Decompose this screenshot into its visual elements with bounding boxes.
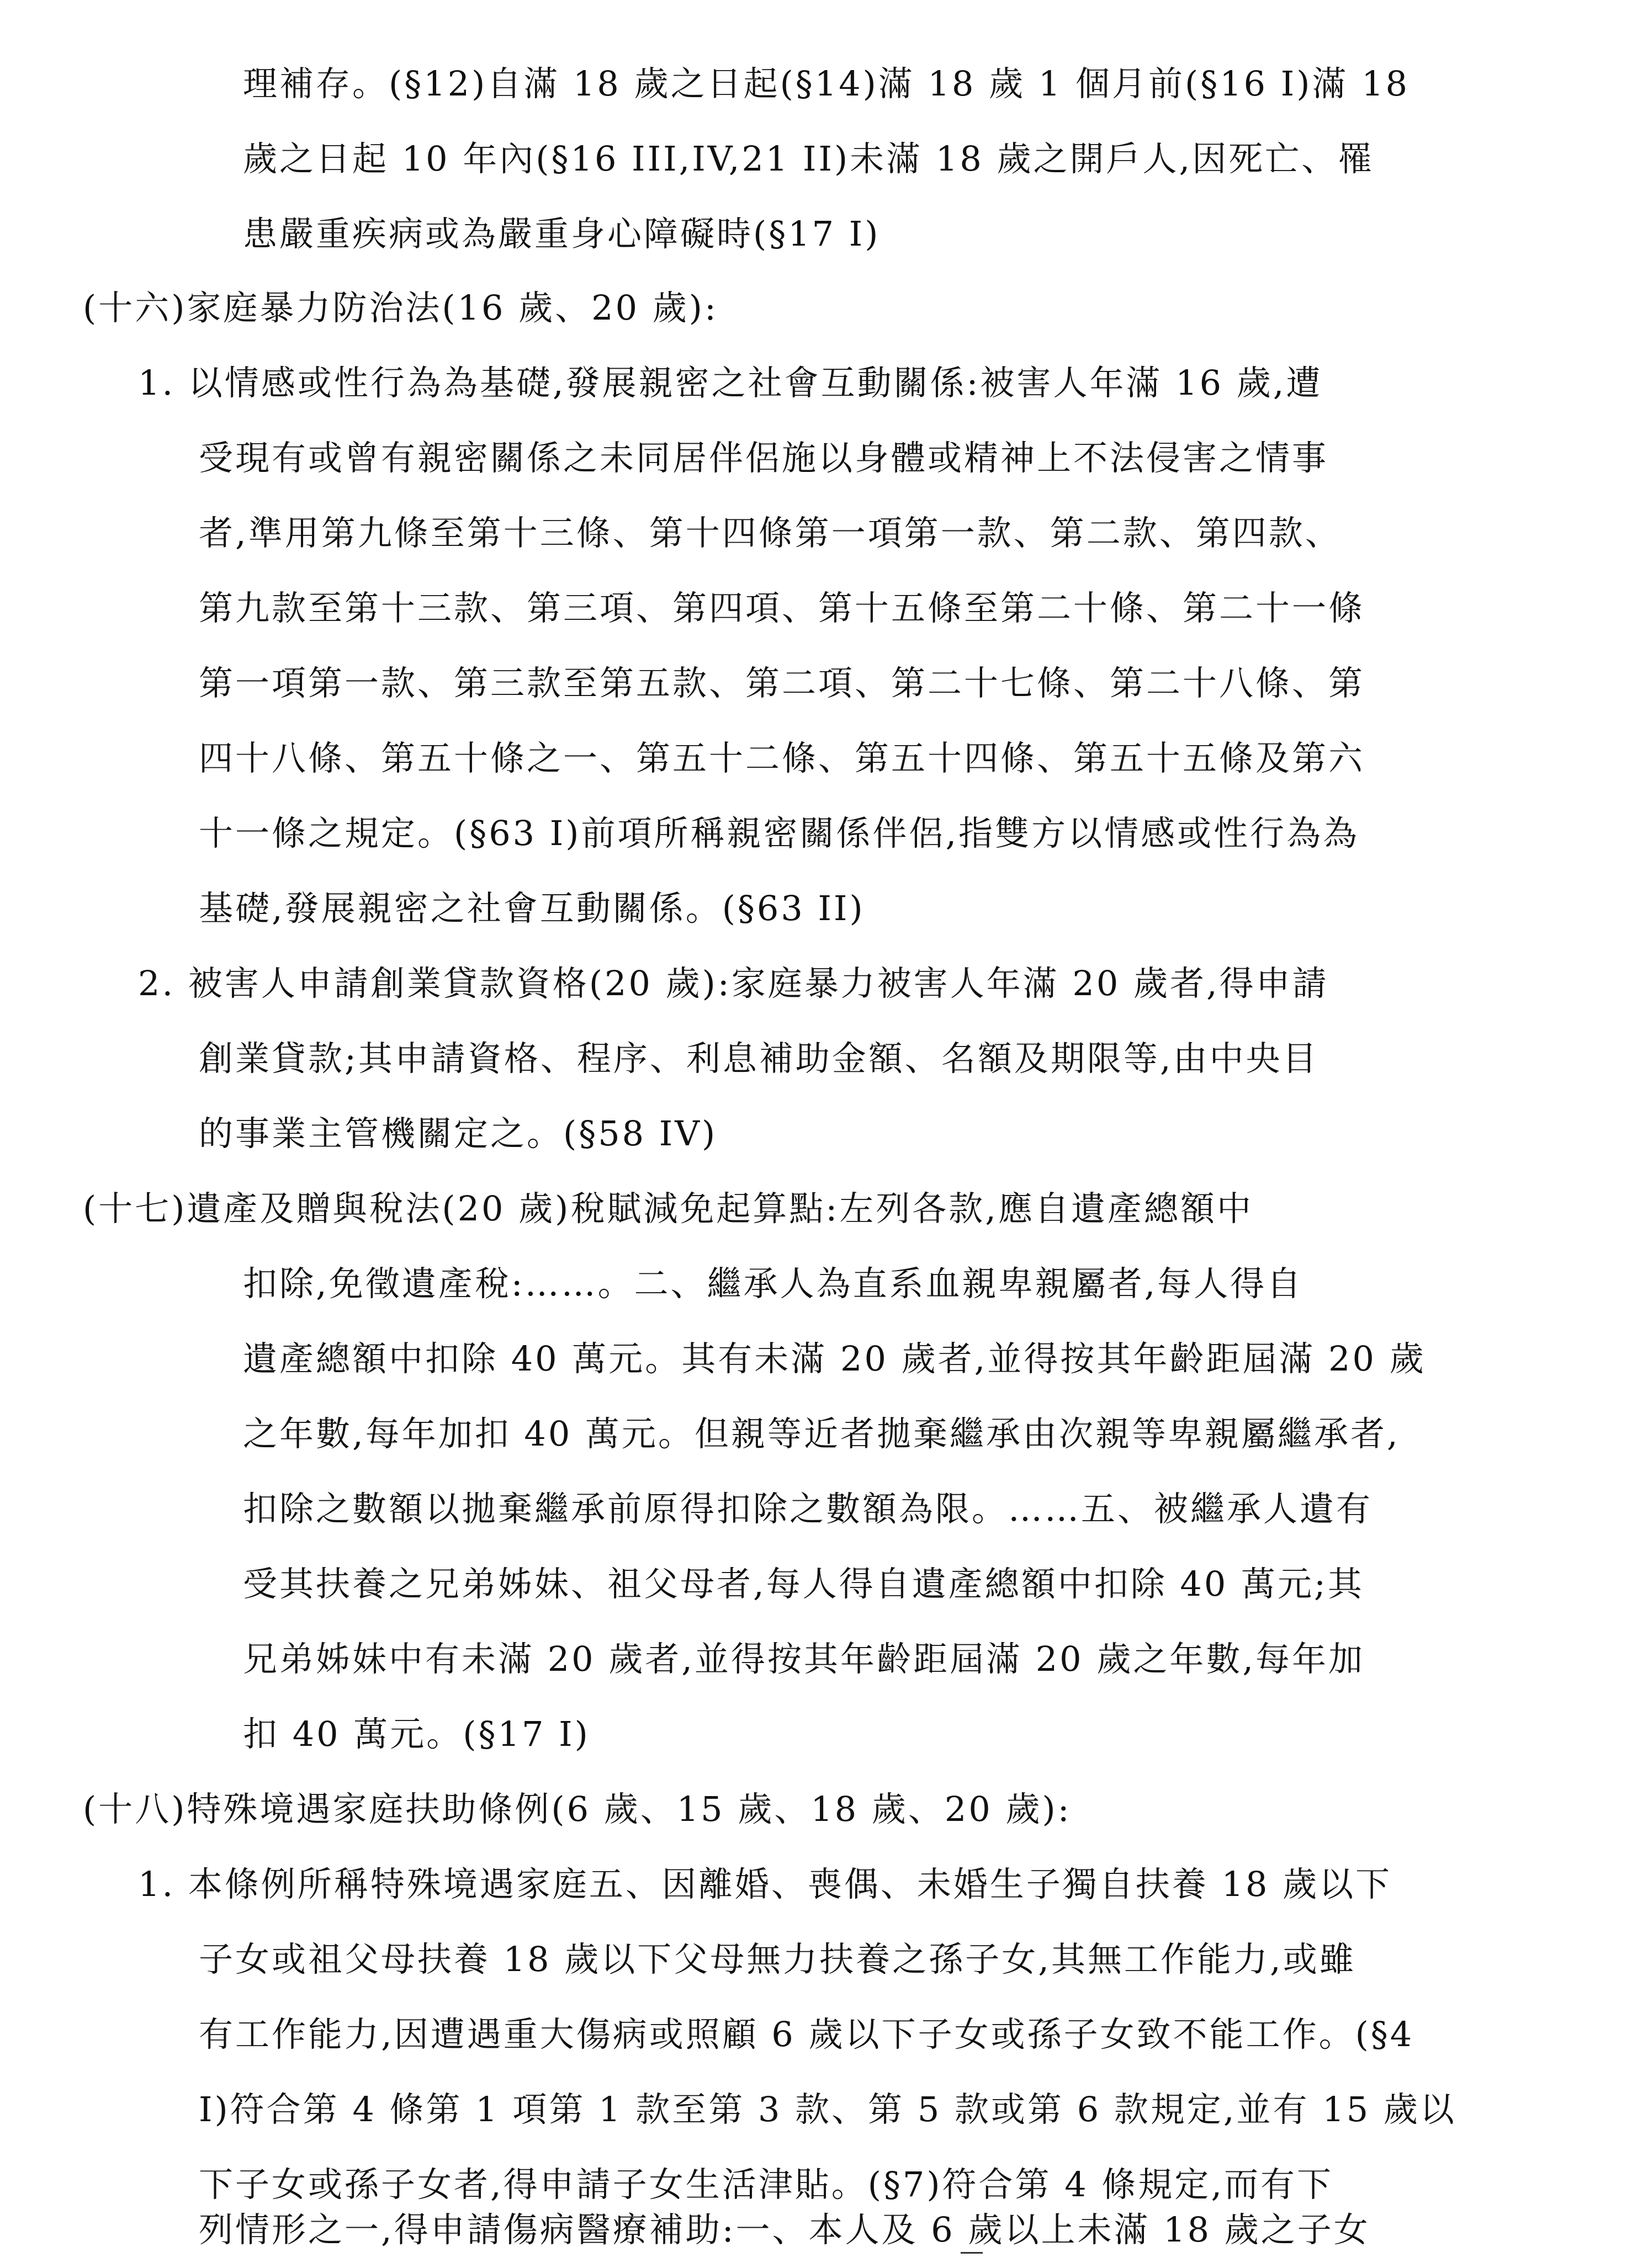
- text-line: 第九款至第十三款、第三項、第四項、第十五條至第二十條、第二十一條: [199, 588, 1365, 628]
- text-line: 下子女或孫子女者,得申請子女生活津貼。(§7)符合第 4 條規定,而有下: [199, 2164, 1334, 2205]
- text-line: 理補存。(§12)自滿 18 歲之日起(§14)滿 18 歲 1 個月前(§16 I)滿 18: [243, 63, 1410, 104]
- section-heading: (十六)家庭暴力防治法(16 歲、20 歲):: [83, 288, 718, 328]
- text-line: 兄弟姊妹中有未滿 20 歲者,並得按其年齡距屆滿 20 歲之年數,每年加: [243, 1639, 1365, 1679]
- text-line: 受現有或曾有親密關係之未同居伴侶施以身體或精神上不法侵害之情事: [199, 438, 1329, 478]
- text-line: 創業貸款;其申請資格、程序、利息補助金額、名額及期限等,由中央目: [199, 1038, 1319, 1079]
- text-line: 有工作能力,因遭遇重大傷病或照顧 6 歲以下子女或孫子女致不能工作。(§4: [199, 2014, 1414, 2054]
- text-line: 之年數,每年加扣 40 萬元。但親等近者拋棄繼承由次親等卑親屬繼承者,: [243, 1414, 1400, 1454]
- text-line: 遺產總額中扣除 40 萬元。其有未滿 20 歲者,並得按其年齡距屆滿 20 歲: [243, 1339, 1426, 1379]
- numbered-item: 1. 本條例所稱特殊境遇家庭五、因離婚、喪偶、未婚生子獨自扶養 18 歲以下: [138, 1864, 1392, 1904]
- numbered-item: 2. 被害人申請創業貸款資格(20 歲):家庭暴力被害人年滿 20 歲者,得申請: [138, 963, 1329, 1003]
- text-line: 四十八條、第五十條之一、第五十二條、第五十四條、第五十五條及第六: [199, 738, 1365, 778]
- text-line: 十一條之規定。(§63 I)前項所稱親密關係伴侶,指雙方以情感或性行為為: [199, 813, 1360, 853]
- text-line: 的事業主管機關定之。(§58 IV): [199, 1113, 718, 1154]
- section-heading: (十七)遺產及贈與稅法(20 歲)稅賦減免起算點:左列各款,應自遺產總額中: [83, 1188, 1253, 1229]
- text-line: 者,準用第九條至第十三條、第十四條第一項第一款、第二款、第四款、: [199, 513, 1342, 553]
- section-heading: (十八)特殊境遇家庭扶助條例(6 歲、15 歲、18 歲、20 歲):: [83, 1789, 1072, 1829]
- text-line: 歲之日起 10 年內(§16 III,IV,21 II)未滿 18 歲之開戶人,因死亡、罹: [243, 139, 1375, 179]
- text-line: I)符合第 4 條第 1 項第 1 款至第 3 款、第 5 款或第 6 款規定,並有 15 歲以: [199, 2089, 1456, 2129]
- text-line: 受其扶養之兄弟姊妹、祖父母者,每人得自遺產總額中扣除 40 萬元;其: [243, 1564, 1364, 1604]
- text-line: 患嚴重疾病或為嚴重身心障礙時(§17 I): [243, 214, 881, 254]
- text-line: 列情形之一,得申請傷病醫療補助:一、本人及 6 歲以上未滿 18 歲之子女: [199, 2209, 1370, 2250]
- text-line: 扣 40 萬元。(§17 I): [243, 1714, 590, 1754]
- text-line: 扣除之數額以拋棄繼承前原得扣除之數額為限。……五、被繼承人遺有: [243, 1489, 1373, 1529]
- text-line: 子女或祖父母扶養 18 歲以下父母無力扶養之孫子女,其無工作能力,或雖: [199, 1939, 1356, 1979]
- page-footer-mark: [961, 2252, 983, 2254]
- text-line: 基礎,發展親密之社會互動關係。(§63 II): [199, 888, 865, 928]
- numbered-item: 1. 以情感或性行為為基礎,發展親密之社會互動關係:被害人年滿 16 歲,遭: [138, 363, 1323, 403]
- text-line: 第一項第一款、第三款至第五款、第二項、第二十七條、第二十八條、第: [199, 663, 1365, 703]
- text-line: 扣除,免徵遺產稅:……。二、繼承人為直系血親卑親屬者,每人得自: [243, 1263, 1303, 1304]
